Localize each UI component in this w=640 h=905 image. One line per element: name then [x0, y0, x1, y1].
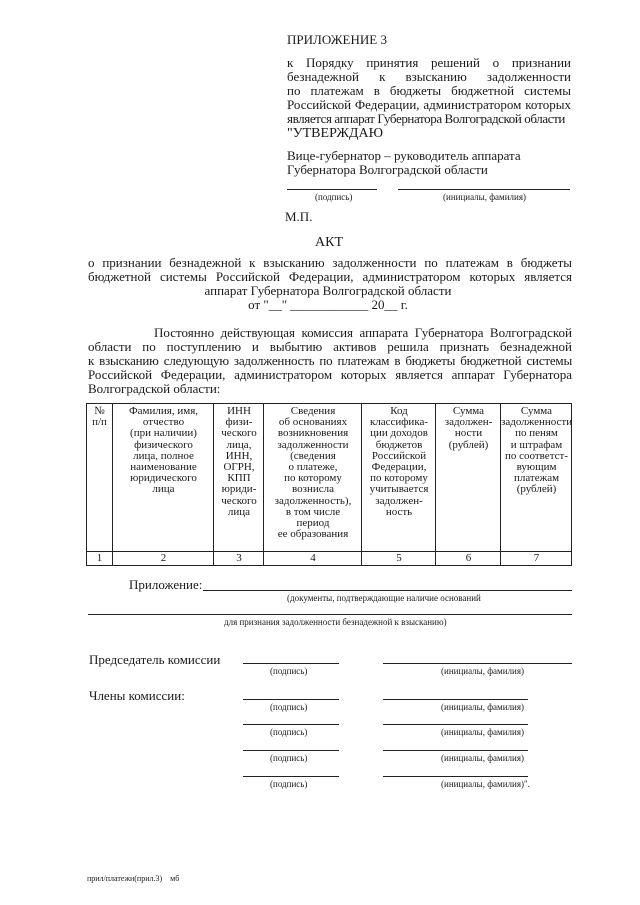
- chairman-signature-line[interactable]: [243, 663, 339, 664]
- approval-heading: "УТВЕРЖДАЮ: [287, 126, 383, 141]
- debt-table: [86, 403, 572, 566]
- act-subtitle-line-2: бюджетной системы Российской Федерации, администратором которых является: [88, 269, 572, 284]
- column-number-3: 3: [236, 552, 242, 564]
- header-cell-grounds: Сведения об основаниях возникновения задолженности (сведения о платеже, по которому возниcла задолженность), в том числе период ее образования: [274, 405, 352, 541]
- appendix-line-4: Российской Федерации, администратором которых: [287, 97, 571, 112]
- attachment-line-1[interactable]: [203, 590, 572, 591]
- attachment-caption-2: для признания задолженности безнадежной к взысканию): [224, 617, 447, 627]
- header-cell-income-code: Код классифика- ции доходов бюджетов Российской Федерации, по которому учитывается задолжен- ность: [369, 405, 429, 518]
- approval-name-line[interactable]: [398, 189, 570, 190]
- body-line-5: Волгоградской области:: [88, 381, 221, 396]
- column-number-7: 7: [533, 552, 540, 564]
- approval-name-caption: (инициалы, фамилия): [443, 192, 526, 202]
- attachment-label: Приложение:: [129, 577, 203, 592]
- column-number-4: 4: [310, 552, 316, 564]
- appendix-line-3: по платежам в бюджеты бюджетной системы: [287, 83, 571, 98]
- header-cell-name: Фамилия, имя, отчество (при наличии) физического лица, полное наименование юридического лица: [128, 405, 198, 496]
- chairman-label: Председатель комиссии: [89, 652, 221, 667]
- member-4-name-line[interactable]: [383, 776, 528, 777]
- column-number-5: 5: [396, 552, 402, 564]
- member-3-name-caption: (инициалы, фамилия): [441, 753, 524, 763]
- member-1-signature-caption: (подпись): [270, 702, 308, 712]
- stamp-label: М.П.: [285, 209, 313, 224]
- member-2-name-caption: (инициалы, фамилия): [441, 727, 524, 737]
- appendix-line-1: к Порядку принятия решений о признании: [287, 55, 571, 70]
- approval-position-line-2: Губернатора Волгоградской области: [287, 162, 488, 177]
- body-line-1: Постоянно действующая комиссия аппарата Губернатора Волгоградской: [154, 325, 572, 340]
- body-line-2: области по поступлению и выбытию активов решила признать безнадежной: [88, 339, 572, 354]
- header-cell-number: № п/п: [92, 405, 107, 429]
- member-4-signature-caption: (подпись): [270, 779, 308, 789]
- member-4-name-caption: (инициалы, фамилия)".: [441, 779, 530, 789]
- member-1-name-caption: (инициалы, фамилия): [441, 702, 524, 712]
- footer-file-ref: прил/платежи(прил.3) мб: [87, 874, 180, 883]
- appendix-line-2: безнадежной к взысканию задолженности: [287, 69, 571, 84]
- member-3-name-line[interactable]: [383, 750, 528, 751]
- appendix-title: ПРИЛОЖЕНИЕ 3: [287, 32, 387, 47]
- body-line-4: Российской Федерации, администратором которых является аппарат Губернатора: [88, 367, 572, 382]
- approval-signature-line[interactable]: [287, 189, 377, 190]
- member-4-signature-line[interactable]: [243, 776, 339, 777]
- member-3-signature-caption: (подпись): [270, 753, 308, 763]
- appendix-line-5: является аппарат Губернатора Волгоградской области: [287, 111, 565, 126]
- chairman-signature-caption: (подпись): [270, 666, 308, 676]
- member-2-signature-caption: (подпись): [270, 727, 308, 737]
- column-number-6: 6: [465, 552, 472, 564]
- attachment-caption-1: (документы, подтверждающие наличие оснований: [287, 593, 481, 603]
- attachment-line-2[interactable]: [88, 614, 572, 615]
- act-title: АКТ: [315, 235, 343, 250]
- column-number-1: 1: [96, 552, 103, 564]
- act-subtitle-line-3: аппарат Губернатора Волгоградской области: [204, 283, 452, 298]
- member-2-signature-line[interactable]: [243, 724, 339, 725]
- header-cell-penalty-amount: Сумма задолженности по пеням и штрафам по соответст- вующим платежам (рублей): [501, 405, 573, 496]
- member-1-signature-line[interactable]: [243, 699, 339, 700]
- act-subtitle-line-1: о признании безнадежной к взысканию задолженности по платежам в бюджеты: [88, 255, 572, 270]
- chairman-name-line[interactable]: [383, 663, 572, 664]
- act-date-line[interactable]: от "__" ____________ 20__ г.: [248, 297, 408, 312]
- chairman-name-caption: (инициалы, фамилия): [441, 666, 524, 676]
- member-2-name-line[interactable]: [383, 724, 528, 725]
- members-label: Члены комиссии:: [89, 688, 185, 703]
- member-3-signature-line[interactable]: [243, 750, 339, 751]
- header-cell-inn: ИНН физи- ческого лица, ИНН, ОГРН, КПП юриди- ческого лица: [221, 405, 257, 518]
- approval-position-line-1: Вице-губернатор – руководитель аппарата: [287, 148, 521, 163]
- approval-signature-caption: (подпись): [315, 192, 353, 202]
- column-number-2: 2: [160, 552, 167, 564]
- body-line-3: к взысканию следующую задолженность по платежам в бюджеты бюджетной системы: [88, 353, 572, 368]
- header-cell-debt-amount: Сумма задолжен- ности (рублей): [444, 405, 493, 451]
- member-1-name-line[interactable]: [383, 699, 528, 700]
